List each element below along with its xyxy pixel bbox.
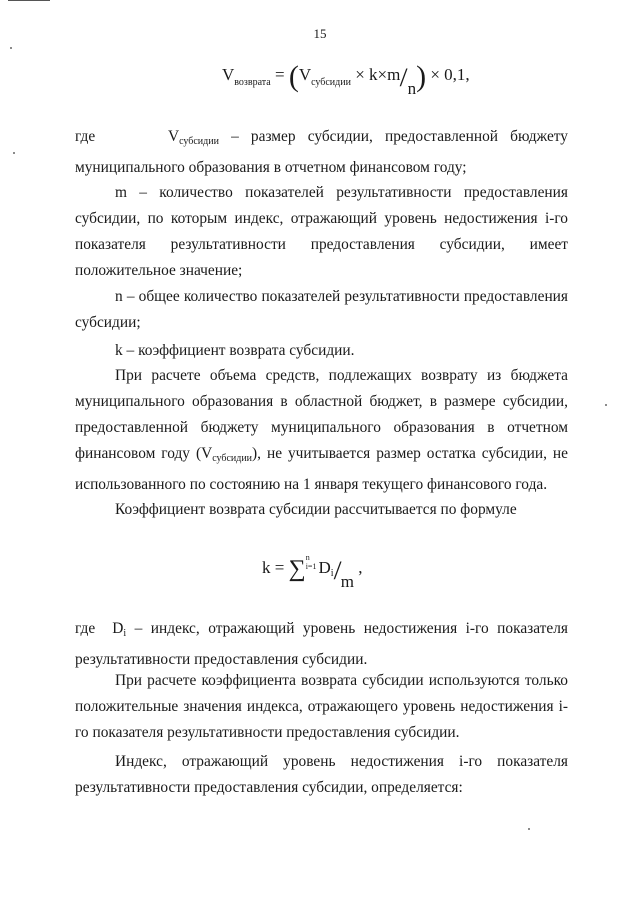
sum-sign: ∑ [288,556,306,582]
d-definition [75,616,568,673]
coefficient-intro: Коэффициент возврата субсидии рассчитывается по формуле [115,501,517,518]
v-subsidy-symbol: V [298,65,312,84]
calculation-text-before: При расчете объема средств, подлежащих возврату из бюджета муниципального образования в областной бюджет, в размере субсидии, предоставленной бюджету муниципального образования в отчетном финансовом году (V [75,367,568,462]
k-symbol: k [262,558,271,577]
scan-speck [605,404,607,406]
open-paren: ( [288,60,299,93]
index-paragraph: Индекс, отражающий уровень недостижения i-го показателя результативности предоставления субсидии, определяется: [75,753,568,796]
scan-edge-mark [8,0,50,1]
scan-speck [10,47,12,49]
m-denominator: m [340,572,354,591]
v-refund-symbol: V [222,65,235,84]
sum-limits [306,553,317,571]
calculation-text-after: ), не учитывается размер остатка субсидии, не использованного по состоянию на 1 января текущего финансового года. [75,445,568,493]
n-definition: n – общее количество показателей результативности предоставления субсидии; [75,288,568,331]
scan-speck [13,152,15,154]
d-subscript: i [123,628,127,639]
calculation-subscript: субсидии [212,453,253,464]
close-paren: ) [416,60,427,93]
where-word: где [75,128,96,145]
times-sign: × [355,65,365,84]
n-denominator: n [407,79,417,98]
equals-sign: = [274,65,285,84]
k-definition: k – коэффициент возврата субсидии. [115,342,355,359]
positive-values-paragraph: При расчете коэффициента возврата субсидии используются только положительные значения индекса, отражающего уровень недостижения i-го показателя результативности предоставления субсидии. [75,672,568,741]
page-number: 15 [313,26,327,41]
equals-sign: = [274,558,285,577]
coefficient-formula [262,553,362,592]
v-definition [75,124,568,181]
fraction-slash: / [399,63,408,92]
v-definition-text: – размер субсидии, предоставленной бюджету муниципального образования в отчетном финансовом году; [75,128,568,176]
formula-tail: , [358,558,363,577]
v-refund-subscript: возврата [234,77,271,88]
scan-speck [528,828,530,830]
d-symbol: D [318,558,331,577]
v-subsidy-subscript: субсидии [311,77,351,88]
formula-tail: × 0,1, [430,65,470,84]
v-symbol-subscript: субсидии [179,136,219,147]
k-times-m: k×m [369,65,401,84]
d-subscript: i [330,568,334,579]
d-definition-text: – индекс, отражающий уровень недостижения i-го показателя результативности предоставления субсидии. [75,620,568,668]
d-symbol: D [112,620,124,637]
sum-lower-limit: i=1 [305,562,317,571]
fraction-slash: / [333,556,342,585]
calculation-paragraph [75,363,568,498]
sum-upper-limit: n [305,553,310,562]
v-symbol: V [167,128,180,145]
refund-volume-formula [222,60,470,99]
m-definition: m – количество показателей результативности предоставления субсидии, по которым индекс, отражающий уровень недостижения i-го показателя результативности предоставления субсидии, имеет положительное значение; [75,184,568,279]
where-word: где [75,620,96,637]
